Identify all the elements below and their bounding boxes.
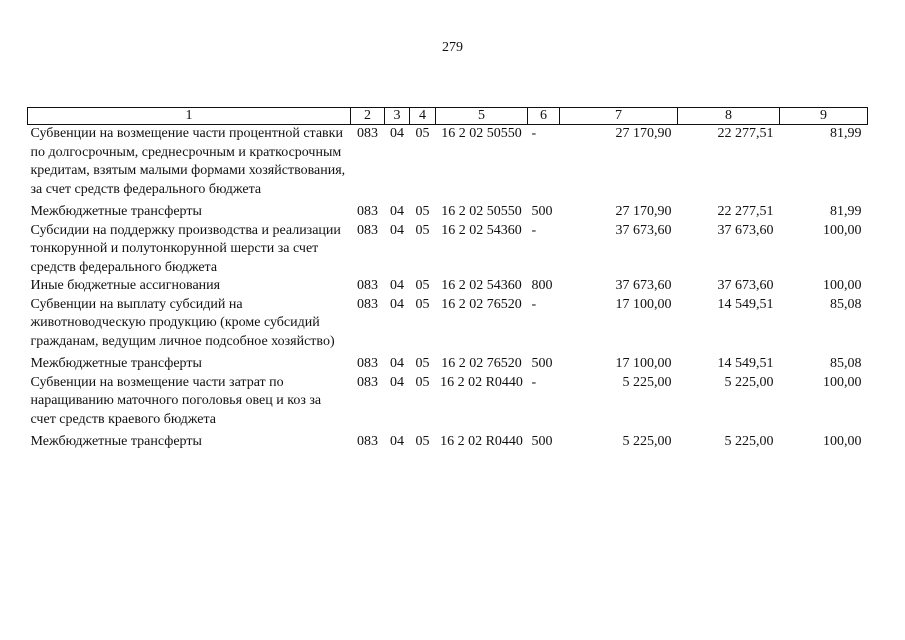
cell-section: 04 xyxy=(390,356,404,371)
cell-ministry-code: 083 xyxy=(357,356,378,371)
cell-ministry-code: 083 xyxy=(357,278,378,293)
cell-expense-type: 500 xyxy=(531,434,553,449)
cell-section: 04 xyxy=(390,126,404,141)
cell-expense-type: 500 xyxy=(531,356,553,371)
cell-expense-type: - xyxy=(531,374,537,390)
cell-expense-type: - xyxy=(531,126,537,141)
cell-subsection: 05 xyxy=(415,204,430,219)
cell-executed: 5 225,00 xyxy=(724,374,774,390)
row-name: Иные бюджетные ассигнования xyxy=(30,278,221,293)
cell-subsection: 05 xyxy=(415,296,430,312)
cell-ministry-code: 083 xyxy=(357,374,378,390)
cell-subsection: 05 xyxy=(415,222,430,238)
cell-percent: 85,08 xyxy=(830,296,862,312)
row-name: Субвенции на возмещение части процентной ставки по долгосрочным, среднесрочным и краткосрочным кредитам, взятым малыми формами хозяйствования, за счет средств федерального бюджета xyxy=(30,126,346,197)
cell-target-article: 16 2 02 54360 xyxy=(441,222,522,238)
cell-target-article: 16 2 02 76520 xyxy=(441,296,522,312)
cell-percent: 100,00 xyxy=(823,374,862,390)
cell-target-article: 16 2 02 50550 xyxy=(441,204,522,219)
cell-subsection: 05 xyxy=(415,356,430,371)
cell-expense-type: - xyxy=(531,296,537,312)
cell-executed: 5 225,00 xyxy=(724,434,774,449)
table-row xyxy=(28,199,868,222)
cell-planned: 17 100,00 xyxy=(615,296,672,312)
row-name: Межбюджетные трансферты xyxy=(30,434,202,449)
cell-target-article: 16 2 02 76520 xyxy=(441,356,522,371)
cell-percent: 100,00 xyxy=(823,222,862,238)
cell-expense-type: 500 xyxy=(531,204,553,219)
cell-percent: 100,00 xyxy=(823,434,862,449)
column-header: 7 xyxy=(560,108,678,125)
cell-percent: 81,99 xyxy=(830,204,862,219)
table-row xyxy=(28,351,868,374)
row-name: Межбюджетные трансферты xyxy=(30,356,202,371)
cell-ministry-code: 083 xyxy=(357,204,378,219)
cell-ministry-code: 083 xyxy=(357,434,378,449)
cell-executed: 14 549,51 xyxy=(717,296,774,312)
cell-planned: 37 673,60 xyxy=(615,278,672,293)
page-number: 279 xyxy=(442,40,463,55)
cell-percent: 100,00 xyxy=(823,278,862,293)
cell-planned: 27 170,90 xyxy=(615,126,672,141)
row-name: Межбюджетные трансферты xyxy=(30,204,202,219)
column-header: 9 xyxy=(780,108,868,125)
row-name: Субвенции на выплату субсидий на животноводческую продукцию (кроме субсидий гражданам, ведущим личное подсобное хозяйство) xyxy=(30,296,335,349)
cell-section: 04 xyxy=(390,374,404,390)
cell-percent: 81,99 xyxy=(830,126,862,141)
cell-section: 04 xyxy=(390,278,404,293)
table-row xyxy=(28,296,868,352)
cell-expense-type: 800 xyxy=(531,278,553,293)
cell-subsection: 05 xyxy=(415,126,430,141)
cell-ministry-code: 083 xyxy=(357,296,378,312)
cell-executed: 14 549,51 xyxy=(717,356,774,371)
column-header: 1 xyxy=(28,108,351,125)
cell-percent: 85,08 xyxy=(830,356,862,371)
table-row xyxy=(28,429,868,452)
cell-section: 04 xyxy=(390,222,404,238)
column-header: 2 xyxy=(351,108,385,125)
cell-subsection: 05 xyxy=(415,434,430,449)
table-row xyxy=(28,374,868,430)
column-header: 6 xyxy=(528,108,560,125)
cell-ministry-code: 083 xyxy=(357,222,378,238)
cell-planned: 17 100,00 xyxy=(615,356,672,371)
table-row xyxy=(28,125,868,200)
cell-section: 04 xyxy=(390,434,404,449)
column-header: 5 xyxy=(436,108,528,125)
cell-target-article: 16 2 02 R0440 xyxy=(440,374,523,390)
cell-subsection: 05 xyxy=(415,374,430,390)
cell-planned: 5 225,00 xyxy=(622,374,672,390)
cell-section: 04 xyxy=(390,204,404,219)
column-header: 4 xyxy=(410,108,436,125)
cell-executed: 22 277,51 xyxy=(717,204,774,219)
row-name: Субсидии на поддержку производства и реализации тонкорунной и полутонкорунной шерсти за счет средств федерального бюджета xyxy=(30,222,341,275)
cell-target-article: 16 2 02 50550 xyxy=(441,126,522,141)
cell-target-article: 16 2 02 54360 xyxy=(441,278,522,293)
cell-section: 04 xyxy=(390,296,404,312)
cell-subsection: 05 xyxy=(415,278,430,293)
cell-executed: 37 673,60 xyxy=(717,278,774,293)
cell-planned: 37 673,60 xyxy=(615,222,672,238)
cell-executed: 22 277,51 xyxy=(717,126,774,141)
table-row xyxy=(28,277,868,296)
cell-expense-type: - xyxy=(531,222,537,238)
cell-planned: 27 170,90 xyxy=(615,204,672,219)
column-header: 8 xyxy=(678,108,780,125)
table-header-row xyxy=(28,108,868,125)
table-row xyxy=(28,222,868,278)
cell-executed: 37 673,60 xyxy=(717,222,774,238)
budget-table xyxy=(27,107,868,452)
row-name: Субвенции на возмещение части затрат по наращиванию маточного поголовья овец и коз за счет средств краевого бюджета xyxy=(30,374,322,427)
cell-target-article: 16 2 02 R0440 xyxy=(440,434,523,449)
cell-ministry-code: 083 xyxy=(357,126,378,141)
cell-planned: 5 225,00 xyxy=(622,434,672,449)
column-header: 3 xyxy=(385,108,410,125)
